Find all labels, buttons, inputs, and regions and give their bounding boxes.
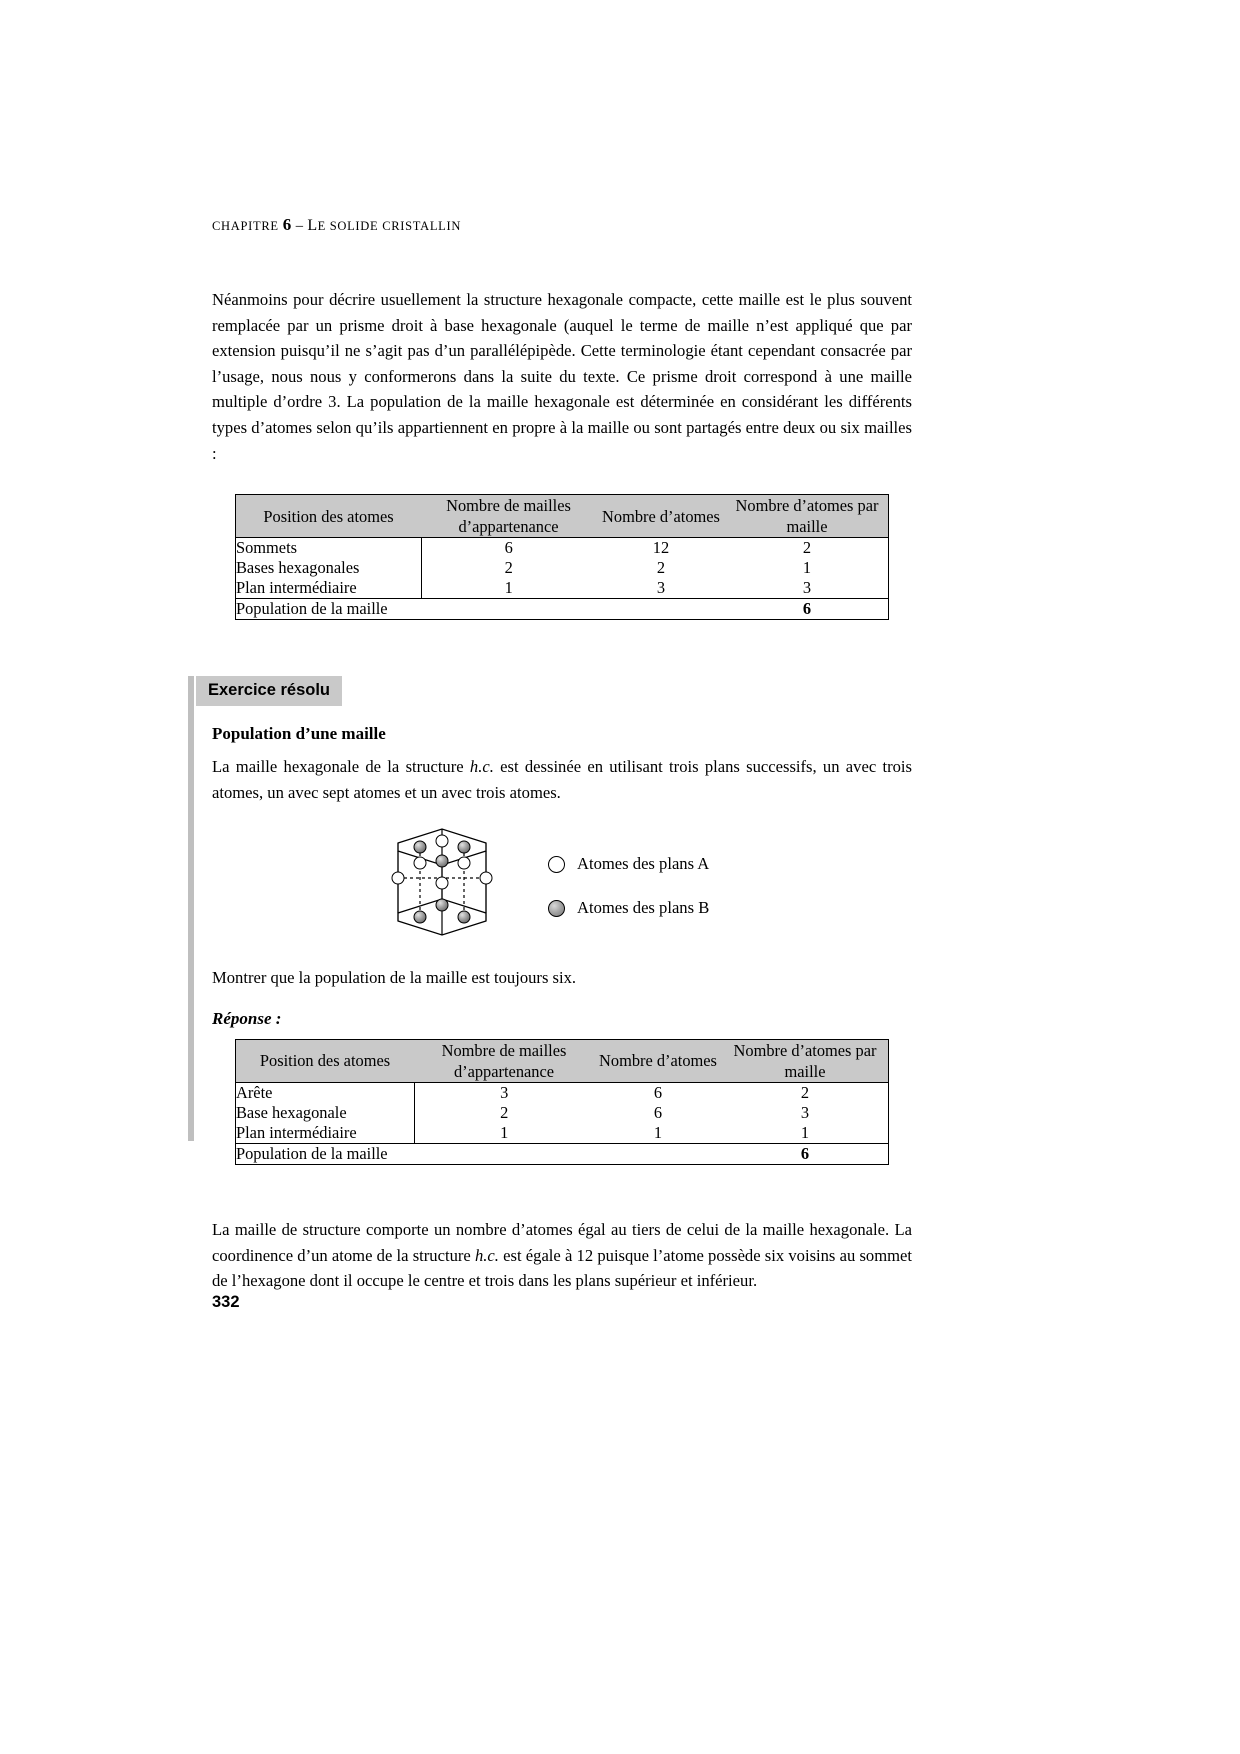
total-value: 6 [726, 599, 888, 620]
exercise-title: Population d’une maille [212, 724, 386, 744]
cell-position: Base hexagonale [236, 1103, 414, 1123]
figure-legend [548, 842, 709, 930]
running-head-chapter-label: CHAPITRE [212, 219, 279, 233]
running-head-chapter-number: 6 [282, 215, 292, 234]
cell-position: Bases hexagonales [236, 558, 421, 578]
cell-atomes: 3 [656, 578, 666, 598]
cell-mailles: 3 [500, 1082, 509, 1102]
col-header-par-maille: Nombre d’atomes par maille [726, 495, 888, 538]
closing-italic: h.c. [474, 1245, 499, 1265]
exercise-side-bar [188, 676, 194, 1141]
statement-part1: La maille hexagonale de la structure [212, 757, 470, 777]
col-header-position: Position des atomes [236, 495, 421, 538]
table-row [236, 558, 888, 578]
table-row [236, 1082, 888, 1103]
answer-label: Réponse : [212, 1008, 282, 1028]
cell-position: Arête [236, 1082, 414, 1103]
running-head-title-first: L [307, 217, 318, 234]
col-header-par-maille: Nombre d’atomes par maille [722, 1040, 888, 1083]
hexagonal-prism-svg [362, 821, 522, 946]
cell-position: Plan intermédiaire [236, 1123, 414, 1144]
running-head [212, 215, 912, 235]
table-header-row [236, 1040, 888, 1083]
total-value: 6 [722, 1143, 888, 1164]
cell-mailles: 2 [500, 1102, 509, 1122]
cell-mailles: 6 [504, 538, 513, 558]
page-content [208, 215, 913, 1294]
closing-part2: est égale à 12 puisque l’atome possède six voisins au sommet de l’hexagone dont il occupe le centre et trois dans les plans supérieur et inférieur. [212, 1245, 913, 1291]
cell-mailles: 2 [504, 558, 513, 578]
table-row [236, 578, 888, 599]
cell-mailles: 1 [504, 578, 513, 598]
cell-atomes: 6 [653, 1082, 663, 1102]
exercise-question: Montrer que la population de la maille est toujours six. [212, 968, 577, 988]
cell-atomes: 1 [653, 1122, 663, 1142]
table-maille-structure [235, 1039, 889, 1165]
cell-mailles: 1 [500, 1122, 509, 1142]
table-total-row [236, 599, 888, 620]
filled-circle-icon [548, 900, 565, 917]
total-label: Population de la maille [236, 1143, 722, 1164]
legend-label-plan-a: Atomes des plans A [577, 854, 710, 874]
table-row [236, 1103, 888, 1123]
closing-part1: La maille de structure comporte un nombre d’atomes égal au tiers de celui de la maille hexagonale. La coordinence d’un atome de la structure [212, 1219, 912, 1265]
page-number: 332 [212, 1293, 240, 1311]
legend-label-plan-b: Atomes des plans B [577, 898, 710, 918]
cell-atomes: 2 [656, 558, 666, 578]
col-header-mailles: Nombre de mailles d’appartenance [421, 495, 596, 538]
table-row [236, 538, 888, 559]
exercise-block [208, 676, 912, 1165]
cell-par-maille: 3 [800, 1102, 810, 1122]
intro-paragraph: Néanmoins pour décrire usuellement la structure hexagonale compacte, cette maille est le plus souvent remplacée par un prisme droit à base hexagonale (auquel le terme de maille n’est appliqué que par extension puisqu’il ne s’agit pas d’un parallélépipède. Cette terminologie étant cependant consacrée par l’usage, nous nous y conformerons dans la suite du texte. Ce prisme droit correspond à une maille multiple d’ordre 3. La population de la maille hexagonale est déterminée en considérant les différents types d’atomes selon qu’ils appartiennent en propre à la maille ou sont partagés entre deux ou six mailles : [212, 290, 912, 463]
total-label: Population de la maille [236, 599, 726, 620]
table-header-row [236, 495, 888, 538]
figure-area [212, 821, 912, 951]
cell-position: Plan intermédiaire [236, 578, 421, 599]
open-circle-icon [548, 856, 565, 873]
legend-item-plan-a [548, 842, 709, 886]
cell-par-maille: 1 [802, 558, 812, 578]
col-header-atomes: Nombre d’atomes [594, 1040, 722, 1083]
cell-position: Sommets [236, 538, 421, 559]
running-head-dash: – [295, 218, 304, 234]
cell-atomes: 12 [652, 538, 670, 558]
cell-par-maille: 2 [802, 538, 812, 558]
closing-paragraph [212, 1217, 912, 1294]
hexagonal-cell-figure [362, 821, 522, 951]
col-header-position: Position des atomes [236, 1040, 414, 1083]
exercise-tag: Exercice résolu [196, 676, 342, 706]
statement-italic: h.c. [469, 757, 494, 777]
running-head-chapter-title: E SOLIDE CRISTALLIN [317, 219, 462, 233]
table-maille-hexagonale [235, 494, 889, 620]
table-row [236, 1123, 888, 1144]
table-total-row [236, 1143, 888, 1164]
col-header-mailles: Nombre de mailles d’appartenance [414, 1040, 594, 1083]
col-header-atomes: Nombre d’atomes [596, 495, 726, 538]
cell-par-maille: 2 [800, 1082, 810, 1102]
exercise-statement [212, 754, 912, 805]
statement-part2: est dessinée en utilisant trois plans successifs, un avec trois atomes, un avec sept atomes et un avec trois atomes. [212, 757, 912, 802]
cell-par-maille: 1 [800, 1122, 810, 1142]
cell-atomes: 6 [653, 1102, 663, 1122]
cell-par-maille: 3 [802, 578, 812, 598]
legend-item-plan-b [548, 886, 709, 930]
